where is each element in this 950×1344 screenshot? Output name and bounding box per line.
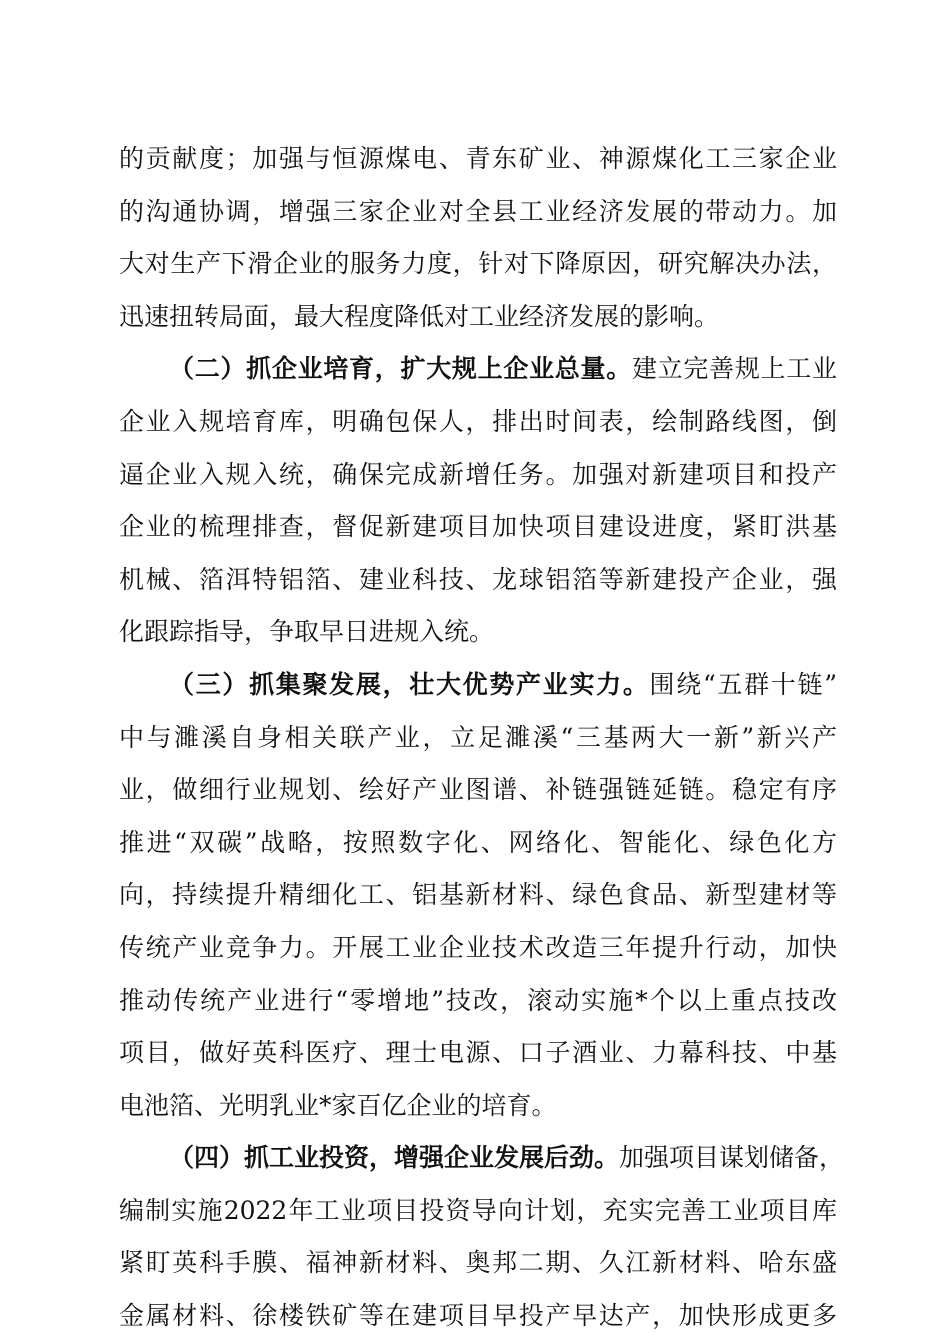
text-span: 建立完善规上工业 bbox=[631, 354, 837, 384]
text-line: 金属材料、徐楼铁矿等在建项目早投产早达产，加快形成更多 bbox=[119, 1301, 837, 1331]
text-line: 大对生产下滑企业的服务力度，针对下降原因，研究解决办法， bbox=[119, 249, 837, 279]
text-line: 项目，做好英科医疗、理士电源、口子酒业、力幕科技、中基 bbox=[119, 1038, 837, 1068]
text-line: 编制实施2022年工业项目投资导向计划，充实完善工业项目库 bbox=[119, 1195, 837, 1225]
section-heading: （四）抓工业投资，增强企业发展后劲。 bbox=[169, 1143, 620, 1173]
section-heading: （三）抓集聚发展，壮大优势产业实力。 bbox=[169, 669, 650, 699]
text-line bbox=[119, 1132, 845, 1185]
text-line: 企业的梳理排查，督促新建项目加快项目建设进度，紧盯洪基 bbox=[119, 512, 837, 542]
text-line: 传统产业竞争力。开展工业企业技术改造三年提升行动，加快 bbox=[119, 932, 837, 962]
text-line: 紧盯英科手膜、福神新材料、奥邦二期、久江新材料、哈东盛 bbox=[119, 1248, 837, 1278]
text-line: 机械、箔洱特铝箔、建业科技、龙球铝箔等新建投产企业，强 bbox=[119, 564, 837, 594]
text-line: 迅速扭转局面，最大程度降低对工业经济发展的影响。 bbox=[119, 301, 720, 331]
section-heading: （二）抓企业培育，扩大规上企业总量。 bbox=[169, 354, 632, 384]
text-line: 化跟踪指导，争取早日进规入统。 bbox=[119, 617, 495, 647]
text-line: 的沟通协调，增强三家企业对全县工业经济发展的带动力。加 bbox=[119, 196, 837, 226]
text-line bbox=[119, 343, 837, 396]
text-line: 推动传统产业进行“零增地”技改，滚动实施*个以上重点技改 bbox=[119, 985, 837, 1015]
text-line: 逼企业入规入统，确保完成新增任务。加强对新建项目和投产 bbox=[119, 459, 837, 489]
text-line: 业，做细行业规划、绘好产业图谱、补链强链延链。稳定有序 bbox=[119, 775, 837, 805]
text-line: 中与濉溪自身相关联产业，立足濉溪“三基两大一新”新兴产 bbox=[119, 722, 837, 752]
text-line: 电池箔、光明乳业*家百亿企业的培育。 bbox=[119, 1090, 557, 1120]
text-line: 的贡献度；加强与恒源煤电、青东矿业、神源煤化工三家企业 bbox=[119, 144, 837, 173]
text-line: 企业入规培育库，明确包保人，排出时间表，绘制路线图，倒 bbox=[119, 406, 837, 436]
text-span: 围绕“五群十链” bbox=[649, 669, 837, 699]
document-page bbox=[119, 133, 845, 1343]
text-line: 向，持续提升精细化工、铝基新材料、绿色食品、新型建材等 bbox=[119, 880, 837, 910]
text-line: 推进“双碳”战略，按照数字化、网络化、智能化、绿色化方 bbox=[119, 827, 837, 857]
text-line bbox=[119, 659, 837, 712]
text-span: 加强项目谋划储备， bbox=[619, 1143, 845, 1173]
